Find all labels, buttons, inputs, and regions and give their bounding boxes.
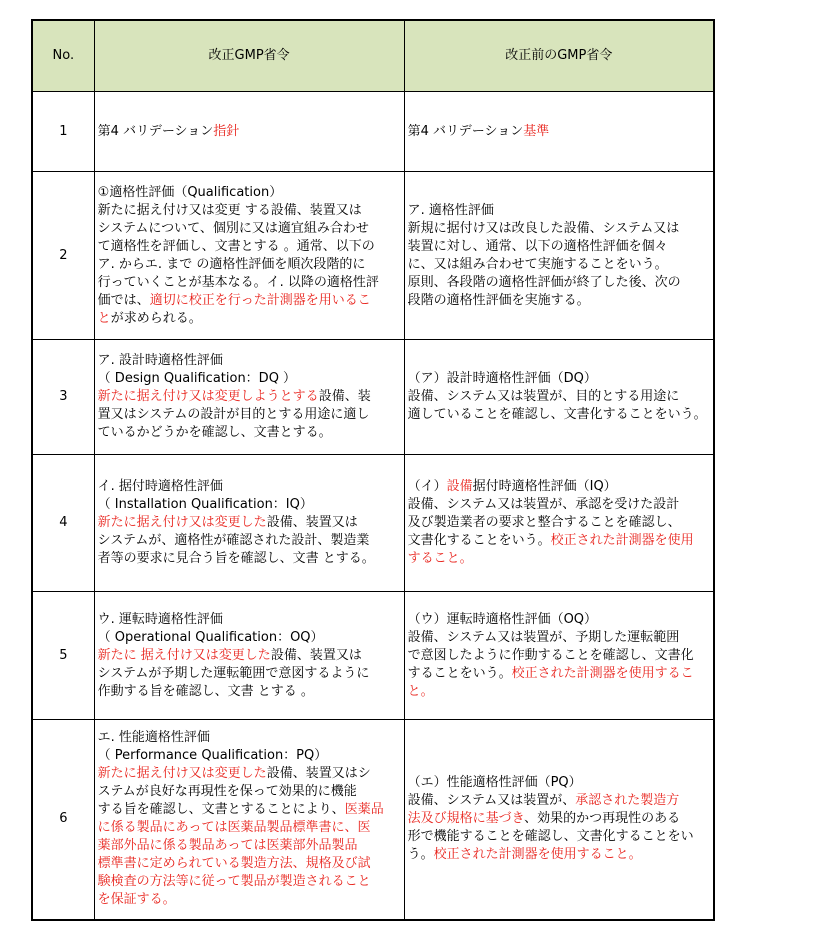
text-line — [98, 184, 401, 202]
text-line — [98, 406, 401, 424]
text-line — [98, 220, 401, 238]
text-line — [408, 292, 710, 310]
text-line — [98, 256, 401, 274]
text-segment: （イ） — [407, 479, 447, 494]
text-line — [408, 274, 710, 292]
text-line — [98, 665, 401, 683]
text-segment: 価では、 — [97, 292, 150, 308]
highlighted-text: 校正された計測器を使用すること。 — [433, 847, 642, 863]
highlighted-text: 薬部外品に係る製品あっては医薬部外品製品 — [97, 838, 358, 854]
text-line — [408, 220, 710, 238]
text-segment: することをいう。 — [407, 665, 512, 681]
revised-text-cell — [94, 340, 404, 455]
highlighted-text: と。 — [407, 683, 434, 699]
text-segment: 及び製造業者の要求と整合することを確認し、 — [407, 515, 681, 530]
text-segment: システムが、適格性が確認された設計、製造業 — [97, 533, 370, 548]
revised-text-cell — [94, 455, 404, 592]
table-row — [32, 172, 714, 340]
highlighted-text: 新たに 据え付け又は変更した — [97, 647, 271, 663]
text-line — [408, 828, 710, 846]
text-segment: 設備、装 — [318, 389, 371, 404]
table-row — [32, 340, 714, 455]
text-line — [98, 310, 401, 328]
text-line — [98, 783, 401, 801]
highlighted-text: に係る製品にあっては医薬品製品標準書に、医 — [97, 820, 371, 836]
text-segment: イ. 据付時適格性評価 — [97, 479, 223, 494]
header-row — [32, 20, 714, 92]
header-previous: 改正前のGMP省令 — [404, 20, 714, 92]
text-segment: 段階の適格性評価を実施する。 — [407, 292, 590, 308]
text-line — [408, 665, 710, 683]
text-line — [98, 424, 401, 442]
highlighted-text: 医薬品 — [344, 802, 384, 818]
text-line — [408, 256, 710, 274]
text-segment: て適格性を評価し、文書とする 。通常、以下の — [97, 238, 375, 254]
text-segment: 設備、システム又は装置が、目的とする用途に — [407, 389, 680, 404]
previous-text-cell — [404, 455, 714, 592]
text-line — [408, 238, 710, 256]
text-line — [408, 496, 710, 514]
text-segment: （ Installation Qualification：IQ） — [97, 497, 313, 512]
text-segment: 第4 バリデーション — [407, 123, 524, 139]
highlighted-text: 験検査の方法等に従って製品が製造されること — [97, 874, 371, 890]
text-segment: （ Performance Qualification：PQ） — [97, 748, 328, 764]
text-segment: （ア）設計時適格性評価（DQ） — [407, 371, 597, 386]
highlighted-text: 基準 — [523, 123, 550, 139]
highlighted-text: 校正された計測器を使用するこ — [511, 665, 694, 681]
text-segment: 新たに据え付け又は変更 する設備、装置又は — [97, 202, 362, 218]
text-line — [408, 611, 710, 629]
highlighted-text: 指針 — [213, 123, 240, 139]
revised-text-cell — [94, 592, 404, 720]
text-segment: 装置に対し、通常、以下の適格性評価を個々 — [407, 238, 668, 254]
row-number: 4 — [32, 455, 94, 592]
table-row — [32, 720, 714, 920]
text-line — [408, 629, 710, 647]
row-number: 2 — [32, 172, 94, 340]
text-line — [408, 810, 710, 828]
text-line — [98, 550, 401, 568]
text-segment: 設備、システム又は装置が、 — [407, 793, 576, 809]
text-segment: 適していることを確認し、文書化することをいう。 — [407, 407, 707, 422]
text-segment: が求められる。 — [110, 310, 202, 326]
text-line — [98, 514, 401, 532]
text-line — [408, 370, 710, 388]
highlighted-text: 校正された計測器を使用 — [550, 533, 694, 548]
text-segment: 者等の要求に見合う旨を確認し、文書 とする。 — [97, 551, 375, 566]
previous-text-cell — [404, 592, 714, 720]
highlighted-text: 新たに据え付け又は変更した — [97, 515, 267, 530]
text-segment: う。 — [407, 847, 434, 863]
highlighted-text: 承認された製造方 — [575, 793, 680, 809]
text-segment: ステムが良好な再現性を保って効果的に機能 — [97, 784, 357, 800]
table-row — [32, 592, 714, 720]
text-line — [408, 683, 710, 701]
highlighted-text: 新たに据え付け又は変更した — [97, 766, 267, 782]
text-segment: ア. からエ. まで の適格性評価を順次段階的に — [97, 256, 366, 272]
row-number: 1 — [32, 92, 94, 172]
text-line — [98, 478, 401, 496]
text-segment: 文書化することをいう。 — [407, 533, 551, 548]
text-segment: 設備、装置又は — [266, 515, 358, 530]
text-line — [408, 388, 710, 406]
text-line — [98, 202, 401, 220]
text-segment: ウ. 運転時適格性評価 — [97, 611, 223, 627]
text-segment: 原則、各段階の適格性評価が終了した後、次の — [407, 274, 681, 290]
previous-text-cell — [404, 172, 714, 340]
row-number: 3 — [32, 340, 94, 455]
text-segment: 設備、装置又はシ — [266, 766, 371, 782]
text-line — [98, 274, 401, 292]
text-segment: ①適格性評価（Qualification） — [97, 184, 283, 200]
previous-text-cell — [404, 720, 714, 920]
text-line — [408, 202, 710, 220]
text-segment: エ. 性能適格性評価 — [97, 730, 210, 746]
text-segment: ア. 適格性評価 — [407, 202, 494, 218]
text-line — [98, 238, 401, 256]
text-segment: 置又はシステムの設計が目的とする用途に適し — [97, 407, 370, 422]
text-line — [98, 873, 401, 891]
text-line — [408, 532, 710, 550]
highlighted-text: 設備 — [446, 479, 473, 494]
text-segment: 第4 バリデーション — [97, 123, 214, 139]
revised-text-cell — [94, 172, 404, 340]
revised-text-cell — [94, 92, 404, 172]
highlighted-text: 標準書に定められている製造方法、規格及び試 — [97, 856, 371, 872]
text-segment: （ Design Qualification：DQ ） — [97, 371, 297, 386]
text-segment: 設備、システム又は装置が、承認を受けた設計 — [407, 497, 680, 512]
header-revised: 改正GMP省令 — [94, 20, 404, 92]
text-line — [98, 819, 401, 837]
row-number: 5 — [32, 592, 94, 720]
highlighted-text: すること。 — [407, 551, 473, 566]
text-line — [408, 123, 710, 141]
text-line — [98, 611, 401, 629]
text-segment: （エ）性能適格性評価（PQ） — [407, 775, 582, 791]
table-row — [32, 455, 714, 592]
text-segment: 行っていくことが基本なる。イ. 以降の適格性評 — [97, 274, 379, 290]
text-line — [98, 765, 401, 783]
text-line — [98, 496, 401, 514]
text-line — [98, 729, 401, 747]
text-line — [408, 792, 710, 810]
text-line — [408, 478, 710, 496]
gmp-comparison-table — [31, 19, 715, 921]
previous-text-cell — [404, 92, 714, 172]
text-line — [98, 837, 401, 855]
text-line — [98, 629, 401, 647]
text-segment: 作動する旨を確認し、文書 とする 。 — [97, 683, 314, 699]
text-line — [98, 855, 401, 873]
row-number: 6 — [32, 720, 94, 920]
text-segment: に、又は組み合わせて実施することをいう。 — [407, 256, 668, 272]
revised-text-cell — [94, 720, 404, 920]
text-line — [408, 514, 710, 532]
text-line — [98, 292, 401, 310]
text-segment: で意図したように作動することを確認し、文書化 — [407, 647, 694, 663]
text-line — [98, 388, 401, 406]
table-row — [32, 92, 714, 172]
text-segment: 据付時適格性評価（IQ） — [472, 479, 617, 494]
text-segment: ア. 設計時適格性評価 — [97, 353, 223, 368]
text-line — [408, 550, 710, 568]
text-line — [98, 123, 401, 141]
highlighted-text: 新たに据え付け又は変更しようとする — [97, 389, 319, 404]
text-line — [408, 846, 710, 864]
text-segment: ているかどうかを確認し、文書とする。 — [97, 425, 332, 440]
text-line — [408, 647, 710, 665]
text-segment: （ウ）運転時適格性評価（OQ） — [407, 611, 598, 627]
previous-text-cell — [404, 340, 714, 455]
highlighted-text: と — [97, 310, 111, 326]
text-line — [98, 747, 401, 765]
text-line — [98, 683, 401, 701]
text-line — [98, 370, 401, 388]
highlighted-text: 適切に校正を行った計測器を用いるこ — [149, 292, 371, 308]
text-line — [98, 532, 401, 550]
text-segment: 、効果的かつ再現性のある — [524, 811, 681, 827]
text-segment: 新規に据付け又は改良した設備、システム又は — [407, 220, 680, 236]
text-line — [98, 801, 401, 819]
text-line — [408, 774, 710, 792]
text-line — [98, 647, 401, 665]
text-segment: 設備、装置又は — [270, 647, 362, 663]
text-segment: する旨を確認し、文書とすることにより、 — [97, 802, 345, 818]
text-line — [98, 352, 401, 370]
text-segment: （ Operational Qualification：OQ） — [97, 629, 324, 645]
text-line — [98, 891, 401, 909]
text-segment: 設備、システム又は装置が、予期した運転範囲 — [407, 629, 680, 645]
text-segment: システムが予期した運転範囲で意図するように — [97, 665, 370, 681]
text-segment: 形で機能することを確認し、文書化することをい — [407, 829, 694, 845]
highlighted-text: 法及び規格に基づき — [407, 811, 525, 827]
highlighted-text: を保証する。 — [97, 892, 176, 908]
header-no: No. — [32, 20, 94, 92]
text-line — [408, 406, 710, 424]
text-segment: システムについて、個別に又は適宜組み合わせ — [97, 220, 369, 236]
